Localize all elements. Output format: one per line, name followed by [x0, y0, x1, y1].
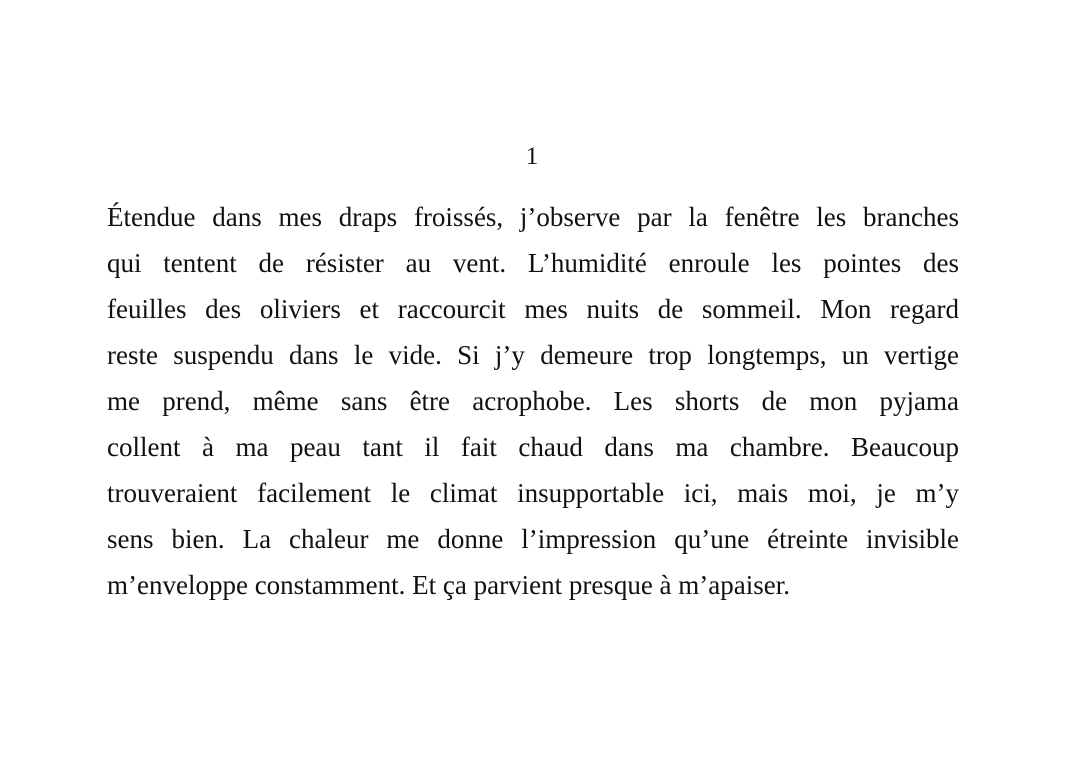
paragraph-line: feuilles des oliviers et raccourcit mes nuits de sommeil. Mon regard [107, 294, 959, 324]
paragraph-line: trouveraient facilement le climat insupportable ici, mais moi, je m’y [107, 478, 959, 508]
paragraph-line: me prend, même sans être acrophobe. Les shorts de mon pyjama [107, 386, 959, 416]
paragraph-line: Étendue dans mes draps froissés, j’observe par la fenêtre les branches [107, 202, 959, 232]
chapter-number: 1 [525, 143, 539, 170]
body-paragraph [107, 196, 959, 610]
paragraph-line: collent à ma peau tant il fait chaud dans ma chambre. Beaucoup [107, 432, 959, 462]
paragraph-line: qui tentent de résister au vent. L’humidité enroule les pointes des [107, 248, 959, 278]
paragraph-line: reste suspendu dans le vide. Si j’y demeure trop longtemps, un vertige [107, 340, 959, 370]
paragraph-line: m’enveloppe constamment. Et ça parvient presque à m’apaiser. [107, 570, 790, 600]
paragraph-line: sens bien. La chaleur me donne l’impression qu’une étreinte invisible [107, 524, 959, 554]
